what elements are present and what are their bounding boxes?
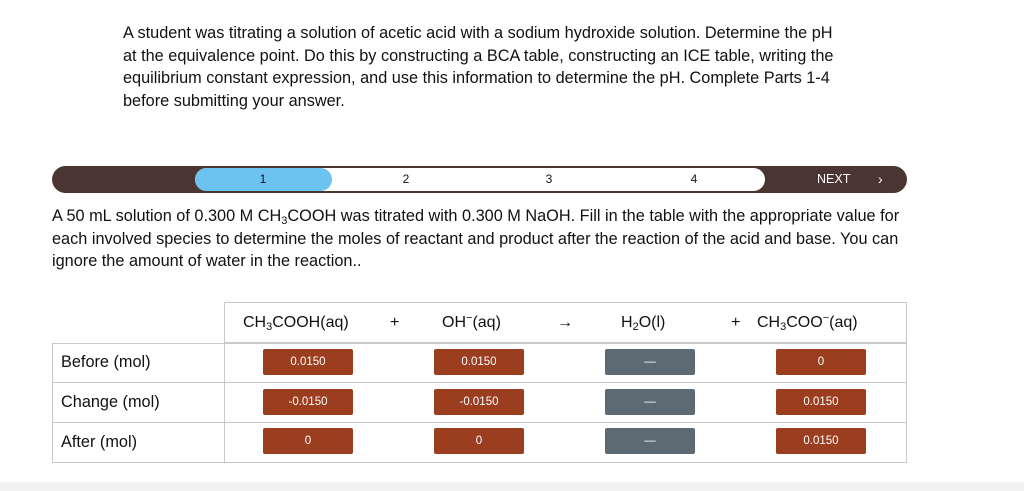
before-water-cell: — [605, 349, 695, 375]
after-acetate-input[interactable]: 0.0150 [776, 428, 866, 454]
change-water-cell: — [605, 389, 695, 415]
before-hydroxide-input[interactable]: 0.0150 [434, 349, 524, 375]
question-text: A 50 mL solution of 0.300 M $CH_3COOH$ was titrated with 0.300 M NaOH. Fill in the table with the appropriate value for each involved species to determine the moles of reactant and product after the reaction of the acid and base. You can ignore the amount of water in the reaction.. [52, 207, 900, 270]
step-4-button[interactable]: 4 [690, 172, 698, 186]
step-3-button[interactable]: 3 [545, 172, 553, 186]
next-label: NEXT [817, 172, 851, 186]
header-plus: + [390, 314, 400, 331]
after-hydroxide-input[interactable]: 0 [434, 428, 524, 454]
header-acetate: $CH_3COO^-(aq)$ [757, 312, 858, 333]
row-label-after: After (mol) [61, 433, 137, 451]
reaction-arrow: → [557, 314, 573, 331]
chevron-right-icon: › [878, 171, 883, 187]
step-1-button[interactable]: 1 [259, 172, 267, 186]
bottom-divider [0, 482, 1024, 491]
after-water-cell: — [605, 428, 695, 454]
row-label-change: Change (mol) [61, 393, 160, 411]
step-2-button[interactable]: 2 [402, 172, 410, 186]
column-divider [224, 343, 225, 463]
header-hydroxide: OH−(aq) [442, 312, 501, 331]
problem-statement: A student was titrating a solution of acetic acid with a sodium hydroxide solution. Determine the pH at the equivalence point. Do this by constructing a BCA table, constructing an ICE table, writing the equilibrium constant expression, and use this information to determine the pH. Complete Parts 1-4 before submitting your answer. [123, 24, 834, 110]
row-label-before: Before (mol) [61, 353, 151, 371]
header-acetic-acid: $CH_3COOH(aq)$ [243, 314, 349, 333]
next-button[interactable] [790, 168, 900, 191]
before-acetate-input[interactable]: 0 [776, 349, 866, 375]
header-water: $H_2O(l)$ [621, 314, 666, 333]
header-plus: + [731, 314, 741, 331]
after-acid-input[interactable]: 0 [263, 428, 353, 454]
row-divider [52, 382, 907, 383]
change-acid-input[interactable]: -0.0150 [263, 389, 353, 415]
row-divider [52, 422, 907, 423]
change-acetate-input[interactable]: 0.0150 [776, 389, 866, 415]
before-acid-input[interactable]: 0.0150 [263, 349, 353, 375]
change-hydroxide-input[interactable]: -0.0150 [434, 389, 524, 415]
